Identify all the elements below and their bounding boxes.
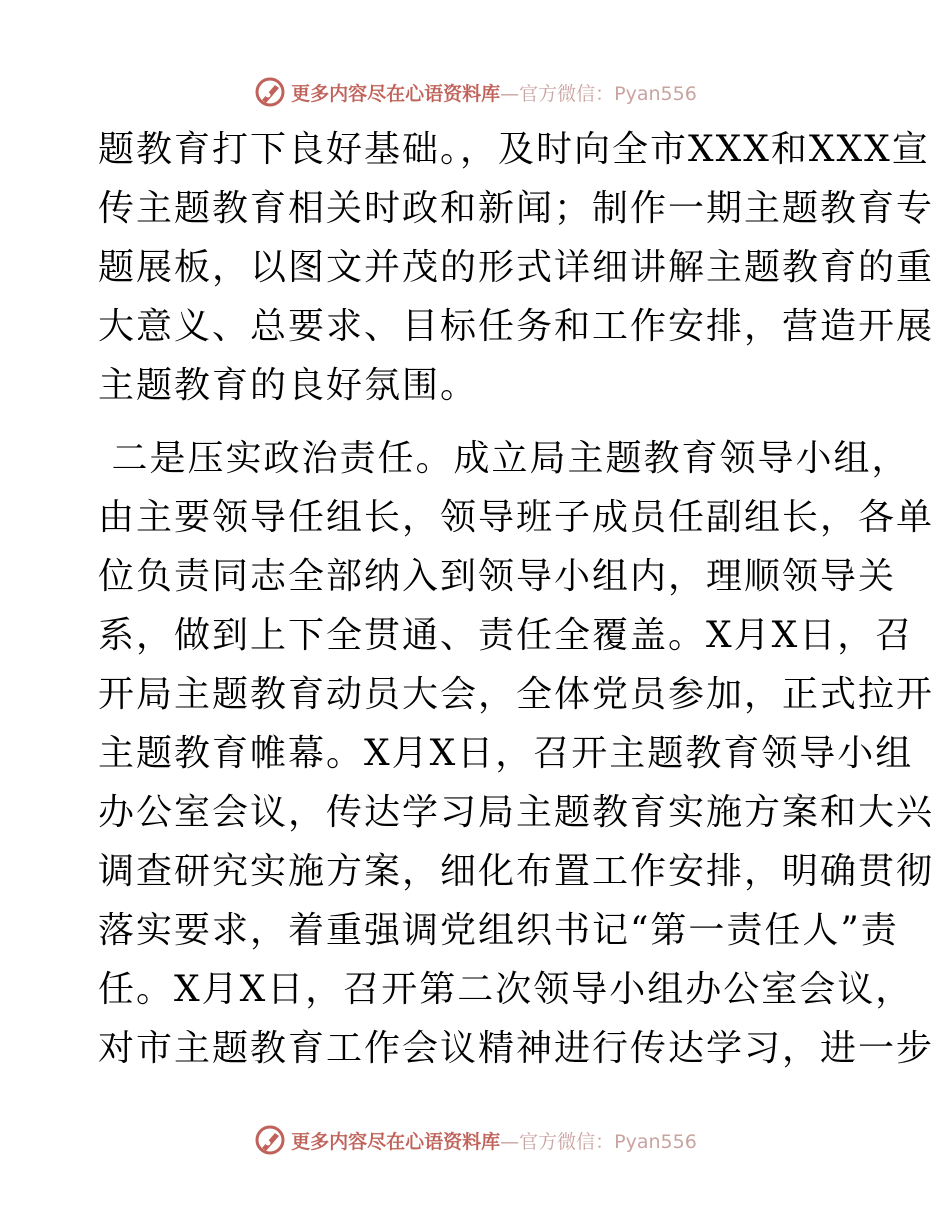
pen-circle-icon — [253, 1123, 287, 1157]
text-line: 位负责同志全部纳入到领导小组内，理顺领导关 — [98, 556, 897, 597]
text-line: 系，做到上下全贯通、责任全覆盖。X月X日，召 — [98, 615, 914, 656]
watermark-text — [291, 1127, 697, 1154]
text-line: 题教育打下良好基础。，及时向全市XXX和XXX宣 — [98, 129, 930, 170]
watermark-main: 更多内容尽在心语资料库 — [291, 82, 501, 105]
text-line: 任。X月X日，召开第二次领导小组办公室会议， — [98, 969, 914, 1010]
watermark-rest: —官方微信：Pyan556 — [500, 1130, 697, 1153]
text-line: 由主要领导任组长，领导班子成员任副组长，各单 — [98, 497, 935, 538]
watermark-rest: —官方微信：Pyan556 — [500, 82, 697, 105]
text-line: 主题教育的良好氛围。 — [98, 365, 479, 406]
text-line: 主题教育帷幕。X月X日，召开主题教育领导小组 — [98, 733, 914, 774]
text-line: 传主题教育相关时政和新闻；制作一期主题教育专 — [98, 188, 935, 229]
text-line: 题展板，以图文并茂的形式详细讲解主题教育的重 — [98, 247, 935, 288]
pen-circle-icon — [253, 75, 287, 109]
text-line: 开局主题教育动员大会，全体党员参加，正式拉开 — [98, 674, 935, 715]
paragraph-gap — [98, 415, 858, 429]
text-line: 二是压实政治责任。成立局主题教育领导小组， — [98, 438, 910, 479]
header-watermark — [0, 72, 950, 112]
text-line: 调查研究实施方案，细化布置工作安排，明确贯彻 — [98, 851, 935, 892]
text-line: 落实要求，着重强调党组织书记“第一责任人”责 — [98, 910, 899, 951]
text-line: 大意义、总要求、目标任务和工作安排，营造开展 — [98, 306, 935, 347]
document-body — [98, 120, 935, 1078]
text-line: 办公室会议，传达学习局主题教育实施方案和大兴 — [98, 792, 935, 833]
watermark-main: 更多内容尽在心语资料库 — [291, 1130, 501, 1153]
paragraph-2 — [98, 429, 935, 1078]
watermark-text — [291, 79, 697, 106]
text-line: 对市主题教育工作会议精神进行传达学习，进一步 — [98, 1028, 935, 1069]
paragraph-1 — [98, 120, 935, 415]
footer-watermark — [0, 1120, 950, 1160]
